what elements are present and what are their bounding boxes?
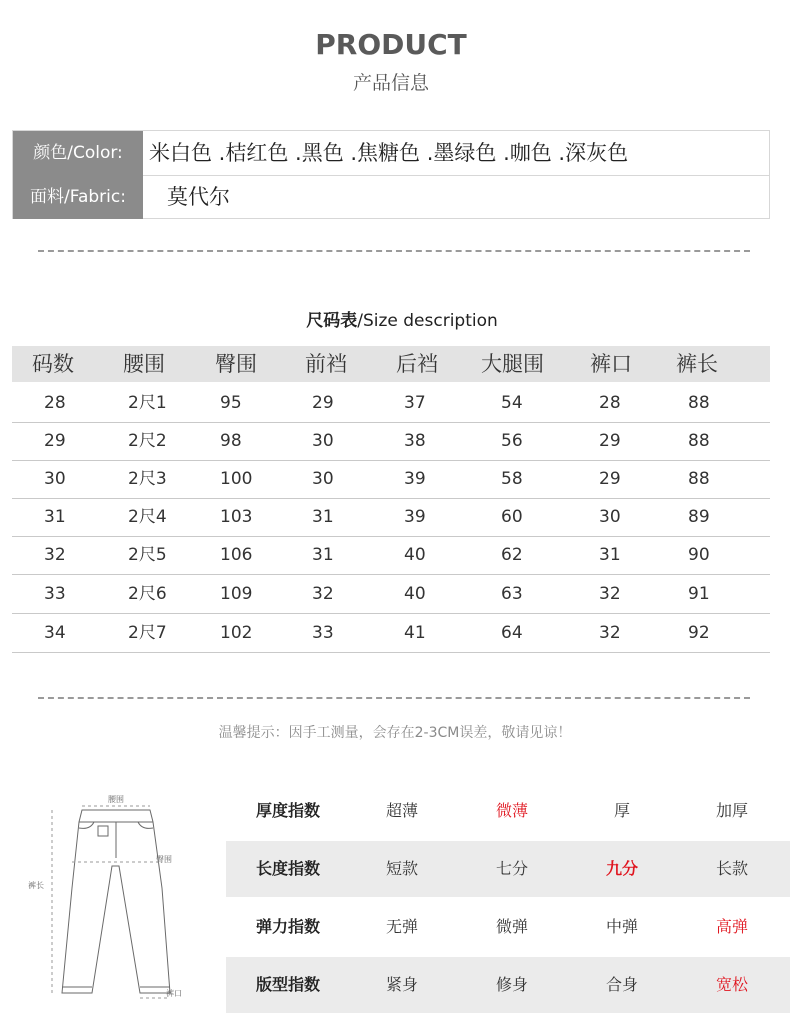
- table-cell: 60: [501, 507, 523, 527]
- size-chart-title-bold: 尺码表: [306, 311, 358, 331]
- index-option: 超薄: [385, 801, 418, 820]
- measurement-note: 温馨提示：因手工测量，会存在2-3CM误差，敬请见谅！: [218, 725, 572, 741]
- table-cell: 62: [501, 545, 523, 565]
- table-cell: 100: [220, 469, 253, 489]
- index-option: 短款: [385, 859, 418, 878]
- hem-label: 裤口: [166, 989, 182, 998]
- table-cell: 2尺6: [128, 584, 167, 604]
- index-label: 长度指数: [255, 859, 320, 878]
- table-cell: 88: [688, 393, 710, 413]
- table-cell: 2尺7: [128, 623, 167, 643]
- table-cell: 54: [501, 393, 523, 413]
- index-row: [226, 899, 790, 955]
- index-option: 无弹: [385, 917, 418, 936]
- table-cell: 28: [44, 393, 66, 413]
- table-cell: 2尺5: [128, 545, 167, 565]
- page-subtitle: 产品信息: [352, 72, 429, 94]
- table-cell: 64: [501, 623, 523, 643]
- index-option: 厚: [613, 801, 630, 820]
- index-option: 合身: [605, 975, 638, 994]
- table-cell: 39: [404, 469, 426, 489]
- left-pocket: [79, 822, 94, 828]
- size-table-header: [12, 346, 770, 382]
- index-row: [226, 783, 790, 839]
- table-cell: 98: [220, 431, 242, 451]
- fabric-value: 莫代尔: [167, 185, 230, 209]
- table-cell: 88: [688, 431, 710, 451]
- index-option-selected: 高弹: [715, 917, 748, 936]
- table-row: [12, 460, 770, 499]
- table-row: [12, 536, 770, 575]
- table-cell: 89: [688, 507, 710, 527]
- table-cell: 33: [44, 584, 66, 604]
- table-cell: 2尺3: [128, 469, 167, 489]
- index-label: 弹力指数: [255, 917, 320, 936]
- index-label: 版型指数: [255, 975, 320, 994]
- table-cell: 38: [404, 431, 426, 451]
- table-cell: 30: [312, 431, 334, 451]
- table-row: [12, 575, 770, 614]
- index-option: 中弹: [605, 917, 638, 936]
- header-cell: 裤长: [676, 352, 718, 376]
- table-cell: 2尺2: [128, 431, 167, 451]
- waist-label: 腰围: [108, 795, 124, 804]
- page-title: PRODUCT: [315, 28, 467, 61]
- table-cell: 29: [599, 431, 621, 451]
- table-cell: 30: [312, 469, 334, 489]
- color-row: [13, 131, 769, 176]
- index-option: 长款: [715, 859, 748, 878]
- index-option: 七分: [495, 859, 528, 878]
- header-cell: 前裆: [305, 352, 347, 376]
- table-cell: 106: [220, 545, 253, 565]
- header-cell: 后裆: [396, 352, 438, 376]
- table-cell: 34: [44, 623, 66, 643]
- divider-top: [38, 250, 750, 252]
- table-cell: 32: [599, 623, 621, 643]
- table-cell: 37: [404, 393, 426, 413]
- table-cell: 40: [404, 584, 426, 604]
- color-value: 米白色 .桔红色 .黑色 .焦糖色 .墨绿色 .咖色 .深灰色: [149, 141, 629, 165]
- table-cell: 31: [312, 545, 334, 565]
- table-cell: 33: [312, 623, 334, 643]
- table-cell: 109: [220, 584, 253, 604]
- product-info-table: [12, 130, 770, 219]
- color-label: 颜色/Color:: [13, 131, 143, 175]
- table-cell: 56: [501, 431, 523, 451]
- table-row: [12, 614, 770, 653]
- header-cell: 裤口: [590, 352, 632, 376]
- table-cell: 41: [404, 623, 426, 643]
- header-cell: 码数: [32, 352, 74, 376]
- table-cell: 29: [312, 393, 334, 413]
- index-label: 厚度指数: [255, 801, 320, 820]
- header-cell: 臀围: [215, 352, 257, 376]
- table-row: [12, 498, 770, 537]
- table-row: [12, 384, 770, 423]
- fabric-label: 面料/Fabric:: [13, 175, 143, 219]
- size-chart-title-rest: /Size description: [357, 311, 498, 331]
- table-cell: 30: [599, 507, 621, 527]
- table-cell: 30: [44, 469, 66, 489]
- index-option-selected: 微薄: [495, 801, 528, 820]
- table-cell: 103: [220, 507, 253, 527]
- index-option-selected: 宽松: [715, 975, 748, 994]
- table-cell: 40: [404, 545, 426, 565]
- pants-diagram: [22, 788, 212, 1003]
- table-cell: 39: [404, 507, 426, 527]
- header-cell: 大腿围: [481, 352, 544, 376]
- table-row: [12, 422, 770, 461]
- table-cell: 32: [599, 584, 621, 604]
- length-label: 裤长: [28, 881, 44, 890]
- coin-pocket: [98, 826, 108, 836]
- index-option: 加厚: [715, 801, 748, 820]
- table-cell: 63: [501, 584, 523, 604]
- table-cell: 58: [501, 469, 523, 489]
- table-cell: 28: [599, 393, 621, 413]
- right-pocket: [138, 822, 153, 828]
- table-cell: 29: [44, 431, 66, 451]
- size-chart-title: [0, 306, 790, 331]
- index-row: [226, 957, 790, 1013]
- index-option: 修身: [495, 975, 528, 994]
- table-cell: 102: [220, 623, 253, 643]
- table-cell: 90: [688, 545, 710, 565]
- index-row: [226, 841, 790, 897]
- table-cell: 88: [688, 469, 710, 489]
- table-cell: 31: [599, 545, 621, 565]
- table-cell: 32: [312, 584, 334, 604]
- table-cell: 29: [599, 469, 621, 489]
- fabric-row: [13, 175, 769, 219]
- table-cell: 32: [44, 545, 66, 565]
- table-cell: 92: [688, 623, 710, 643]
- table-cell: 91: [688, 584, 710, 604]
- index-option: 紧身: [385, 975, 418, 994]
- header-cell: 腰围: [123, 352, 165, 376]
- index-option-selected: 九分: [605, 859, 638, 878]
- index-option: 微弹: [495, 917, 528, 936]
- table-cell: 31: [44, 507, 66, 527]
- divider-bottom: [38, 697, 750, 699]
- hip-label: 臀围: [156, 855, 172, 864]
- table-cell: 95: [220, 393, 242, 413]
- table-cell: 2尺4: [128, 507, 167, 527]
- table-cell: 31: [312, 507, 334, 527]
- table-cell: 2尺1: [128, 393, 167, 413]
